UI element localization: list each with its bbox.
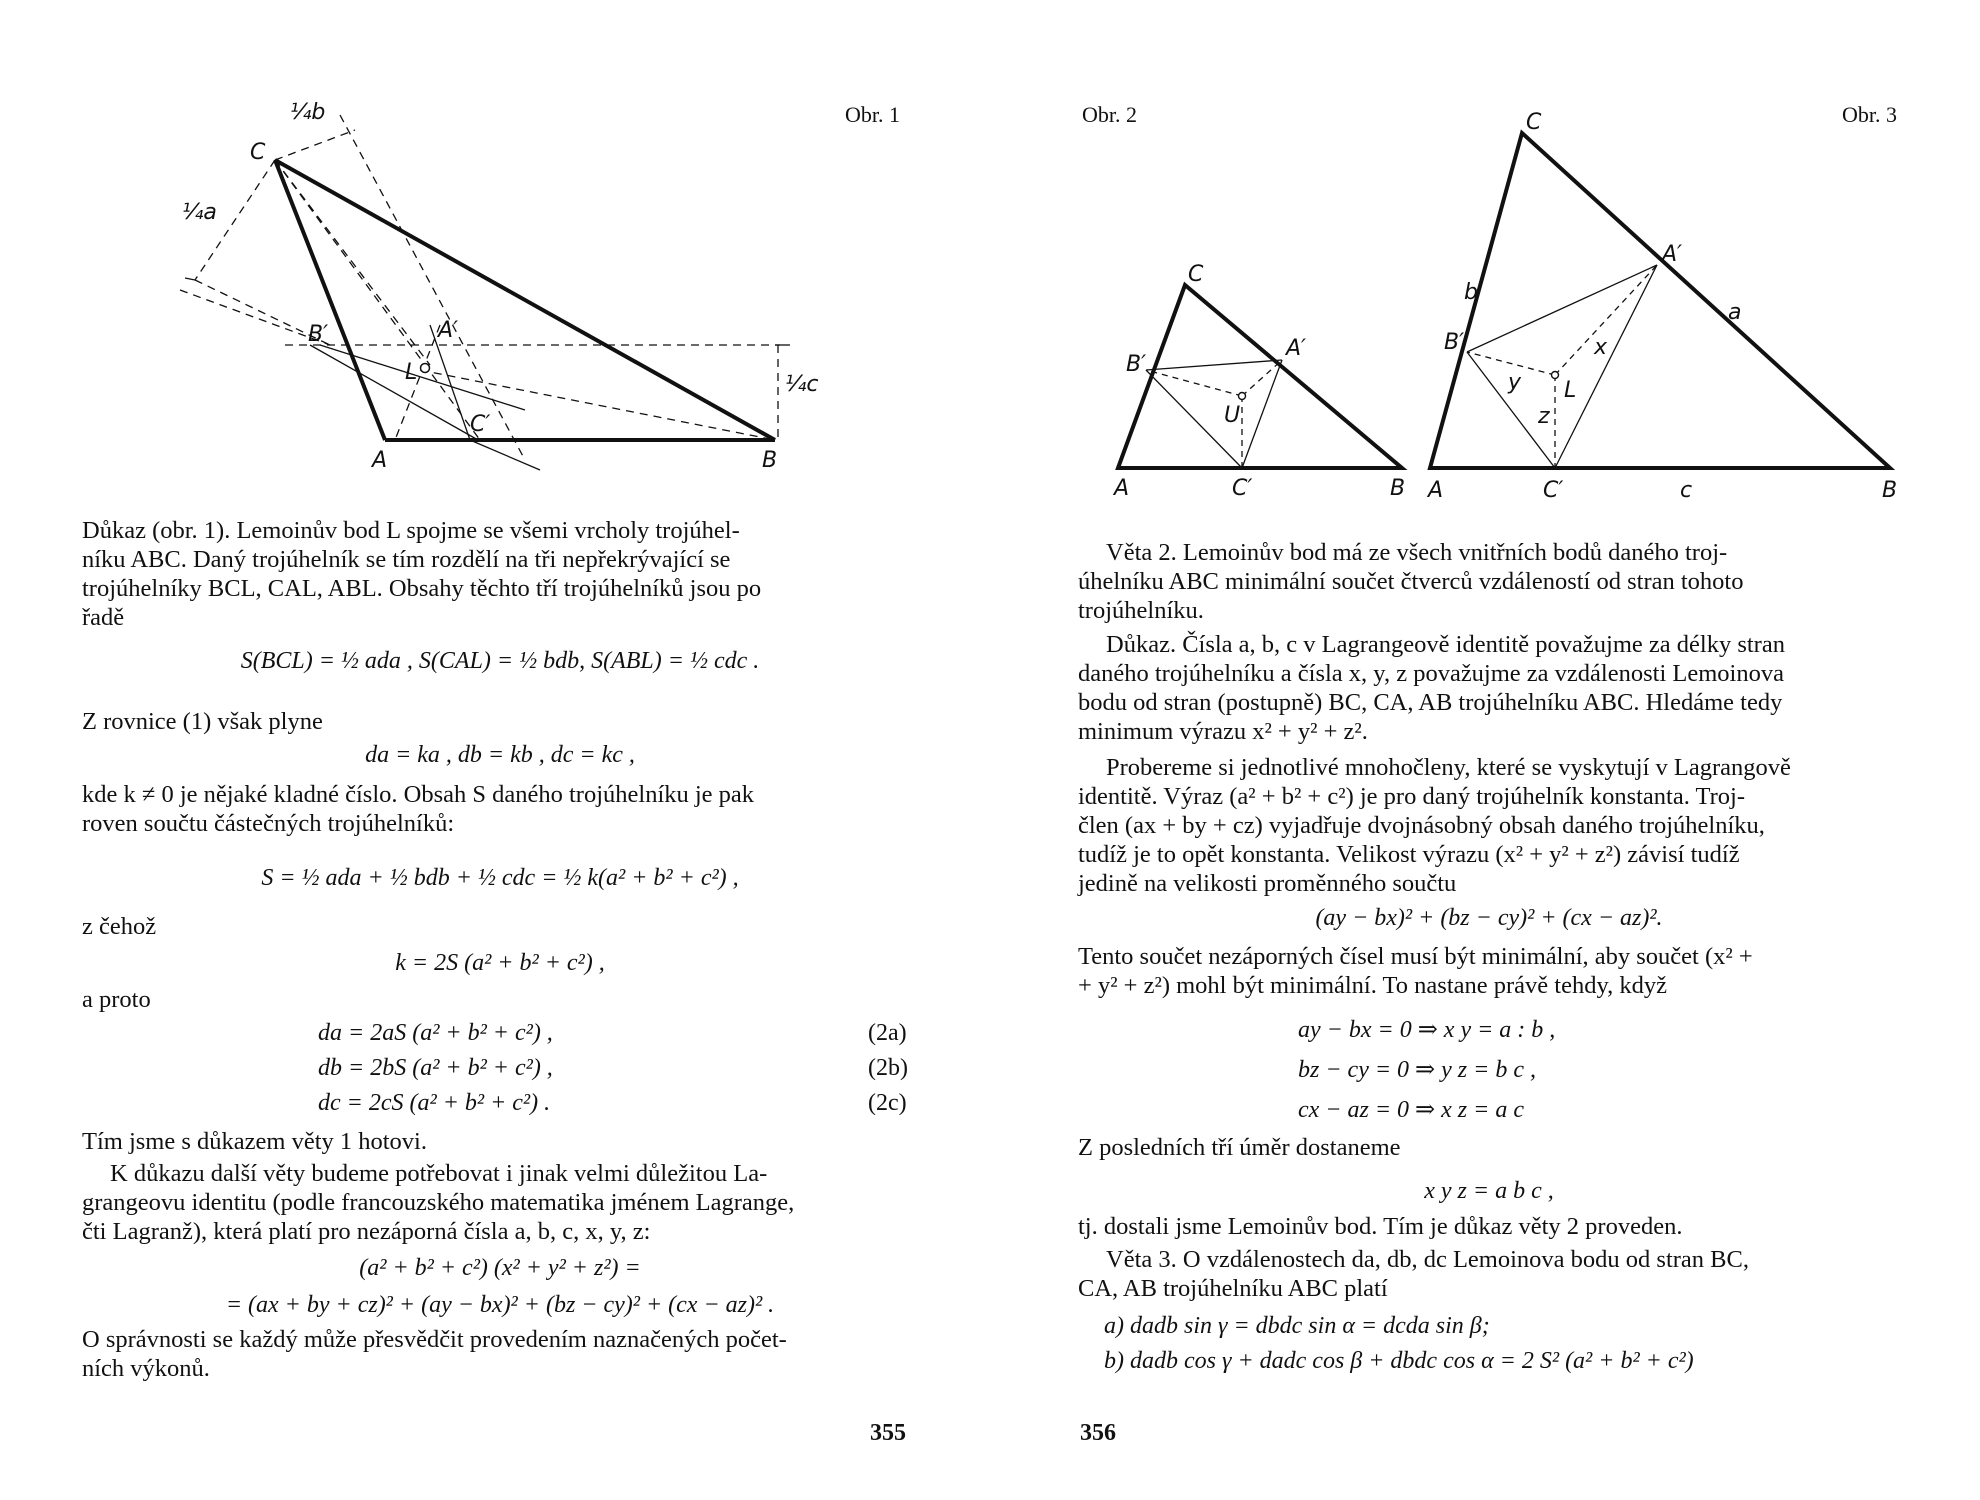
fig3-label-A: A xyxy=(1428,478,1444,503)
fig1-label-B-prime: B′ xyxy=(308,322,329,347)
paragraph-7 xyxy=(82,1159,918,1246)
fig1-label-quarter-b: ¼b xyxy=(290,100,326,125)
theorem-2 xyxy=(1078,538,1900,625)
figure-label-obr3: Obr. 3 xyxy=(1842,102,1897,127)
theorem-3-item-a: a) dadb sin γ = dbdc sin α = dcda sin β; xyxy=(1104,1313,1490,1339)
text-line: bodu od stran (postupně) BC, CA, AB trojúhelníku ABC. Hledáme tedy xyxy=(1078,689,1783,716)
text-line: CA, AB trojúhelníku ABC platí xyxy=(1078,1275,1388,1302)
text-line: + y² + z²) mohl být minimální. To nastane právě tehdy, když xyxy=(1078,972,1668,999)
text-line: Probereme si jednotlivé mnohočleny, které se vyskytují v Lagrangově xyxy=(1106,754,1791,781)
text-line: úhelníku ABC minimální součet čtverců vzdáleností od stran tohoto xyxy=(1078,568,1744,595)
figure-label-obr2: Obr. 2 xyxy=(1082,102,1137,127)
fig2-label-B-prime: B′ xyxy=(1126,352,1147,377)
paragraph-tj: tj. dostali jsme Lemoinův bod. Tím je důkaz věty 2 proveden. xyxy=(1078,1213,1683,1240)
text-line: ních výkonů. xyxy=(82,1355,210,1382)
fig1-label-C: C xyxy=(250,140,266,165)
fig2-label-A-prime: A′ xyxy=(1286,336,1307,361)
fig1-label-quarter-c: ¼c xyxy=(785,372,819,397)
proof-2 xyxy=(1078,630,1900,746)
proof-paragraph-1 xyxy=(82,516,918,632)
equation-2a: da = 2aS (a² + b² + c²) , xyxy=(318,1020,553,1046)
text-line: trojúhelníku. xyxy=(1078,597,1204,624)
paragraph-2: Z rovnice (1) však plyne xyxy=(82,708,323,735)
fig3-label-B-prime: B′ xyxy=(1444,330,1465,355)
page-number-left: 355 xyxy=(870,1420,906,1446)
paragraph-3 xyxy=(82,780,918,838)
text-line: K důkazu další věty budeme potřebovat i jinak velmi důležitou La- xyxy=(110,1160,768,1187)
fig2-label-A: A xyxy=(1114,476,1130,501)
text-line: tudíž je to opět konstanta. Velikost výrazu (x² + y² + z²) závisí tudíž xyxy=(1078,841,1740,868)
equation-area-sum: S = ½ ada + ½ bdb + ½ cdc = ½ k(a² + b² + c²) , xyxy=(261,865,739,891)
text-line: kde k ≠ 0 je nějaké kladné číslo. Obsah S daného trojúhelníku je pak xyxy=(82,781,755,808)
text-line: řadě xyxy=(82,604,125,631)
equation-ratio-3: cx − az = 0 ⇒ x z = a c xyxy=(1298,1097,1524,1123)
fig1-label-L: L xyxy=(405,360,418,385)
fig3-label-side-c: c xyxy=(1680,478,1693,503)
paragraph-probereme xyxy=(1078,753,1900,898)
equation-lagrange-1: (a² + b² + c²) (x² + y² + z²) = xyxy=(359,1255,641,1281)
fig2-label-B: B xyxy=(1390,476,1406,501)
fig3-label-x: x xyxy=(1594,335,1608,360)
fig3-label-C: C xyxy=(1526,110,1542,135)
text-line: trojúhelníky BCL, CAL, ABL. Obsahy těchto tří trojúhelníků jsou po xyxy=(82,575,762,602)
fig2-label-C-prime: C′ xyxy=(1232,476,1253,501)
text-line: jedině na velikosti proměnného součtu xyxy=(1078,870,1457,897)
equation-sum-squares: (ay − bx)² + (bz − cy)² + (cx − az)². xyxy=(1315,905,1663,931)
text-line: daného trojúhelníku a čísla x, y, z považujme za vzdálenosti Lemoinova xyxy=(1078,660,1784,687)
page-number-right: 356 xyxy=(1080,1420,1116,1446)
fig1-label-B: B xyxy=(762,448,778,473)
text-line: Důkaz (obr. 1). Lemoinův bod L spojme se všemi vrcholy trojúhel- xyxy=(82,517,740,544)
paragraph-4: z čehož xyxy=(82,913,157,940)
fig3-label-A-prime: A′ xyxy=(1662,242,1683,267)
equation-lagrange-2: = (ax + by + cz)² + (ay − bx)² + (bz − cy)² + (cx − az)² . xyxy=(225,1292,775,1318)
equation-xyz: x y z = a b c , xyxy=(1424,1178,1554,1204)
text-line: Věta 2. Lemoinův bod má ze všech vnitřních bodů daného troj- xyxy=(1106,539,1728,566)
figure-3-drawing xyxy=(990,0,1980,520)
equation-ratio-1: ay − bx = 0 ⇒ x y = a : b , xyxy=(1298,1017,1556,1043)
theorem-3 xyxy=(1078,1245,1900,1303)
fig2-label-C: C xyxy=(1188,262,1204,287)
fig1-label-quarter-a: ¼a xyxy=(182,200,217,225)
right-page xyxy=(990,0,1980,1500)
fig3-label-L: L xyxy=(1564,378,1577,403)
fig3-label-y: y xyxy=(1508,370,1522,395)
equation-2c: dc = 2cS (a² + b² + c²) . xyxy=(318,1090,551,1116)
figure-label-obr1: Obr. 1 xyxy=(845,102,900,127)
text-line: grangeovu identitu (podle francouzského matematika jménem Lagrange, xyxy=(82,1189,795,1216)
text-line: Věta 3. O vzdálenostech da, db, dc Lemoinova bodu od stran BC, xyxy=(1106,1246,1749,1273)
paragraph-5: a proto xyxy=(82,986,151,1013)
figure-1 xyxy=(0,0,990,500)
fig3-label-B: B xyxy=(1882,478,1898,503)
text-line: níku ABC. Daný trojúhelník se tím rozdělí na tři nepřekrývající se xyxy=(82,546,731,573)
figure-1-drawing xyxy=(0,0,990,500)
equation-number-2c: (2c) xyxy=(868,1090,907,1116)
theorem-3-item-b: b) dadb cos γ + dadc cos β + dbdc cos α = 2 S² (a² + b² + c²) xyxy=(1104,1348,1694,1374)
paragraph-z-poslednich: Z posledních tří úměr dostaneme xyxy=(1078,1134,1401,1161)
fig3-label-side-a: a xyxy=(1728,300,1742,325)
text-line: roven součtu částečných trojúhelníků: xyxy=(82,810,455,837)
equation-number-2a: (2a) xyxy=(868,1020,907,1046)
fig3-label-z: z xyxy=(1538,404,1550,429)
equation-number-2b: (2b) xyxy=(868,1055,908,1081)
text-line: čti Lagranž), která platí pro nezáporná čísla a, b, c, x, y, z: xyxy=(82,1218,651,1245)
fig3-label-side-b: b xyxy=(1464,280,1478,305)
text-line: člen (ax + by + cz) vyjadřuje dvojnásobný obsah daného trojúhelníku, xyxy=(1078,812,1765,839)
fig3-label-C-prime: C′ xyxy=(1543,478,1564,503)
fig1-label-A: A xyxy=(372,448,388,473)
text-line: identitě. Výraz (a² + b² + c²) je pro daný trojúhelník konstanta. Troj- xyxy=(1078,783,1746,810)
text-line: O správnosti se každý může přesvědčit provedením naznačených počet- xyxy=(82,1326,787,1353)
fig1-label-C-prime: C′ xyxy=(470,412,491,437)
equation-ratio-2: bz − cy = 0 ⇒ y z = b c , xyxy=(1298,1057,1536,1083)
fig1-label-A-prime: A′ xyxy=(438,318,459,343)
equation-2b: db = 2bS (a² + b² + c²) , xyxy=(318,1055,553,1081)
fig2-label-U: U xyxy=(1224,403,1241,428)
text-line: minimum výrazu x² + y² + z². xyxy=(1078,718,1368,745)
equation-proportional: da = ka , db = kb , dc = kc , xyxy=(365,742,635,768)
text-line: Důkaz. Čísla a, b, c v Lagrangeově identitě považujme za délky stran xyxy=(1106,631,1785,658)
paragraph-8 xyxy=(82,1325,918,1383)
equation-areas: S(BCL) = ½ ada , S(CAL) = ½ bdb, S(ABL) = ½ cdc . xyxy=(240,648,760,674)
figure-3 xyxy=(990,0,1980,520)
paragraph-6: Tím jsme s důkazem věty 1 hotovi. xyxy=(82,1128,427,1155)
equation-k: k = 2S (a² + b² + c²) , xyxy=(395,950,605,976)
text-line: Tento součet nezáporných čísel musí být minimální, aby součet (x² + xyxy=(1078,943,1753,970)
paragraph-tento xyxy=(1078,942,1900,1000)
